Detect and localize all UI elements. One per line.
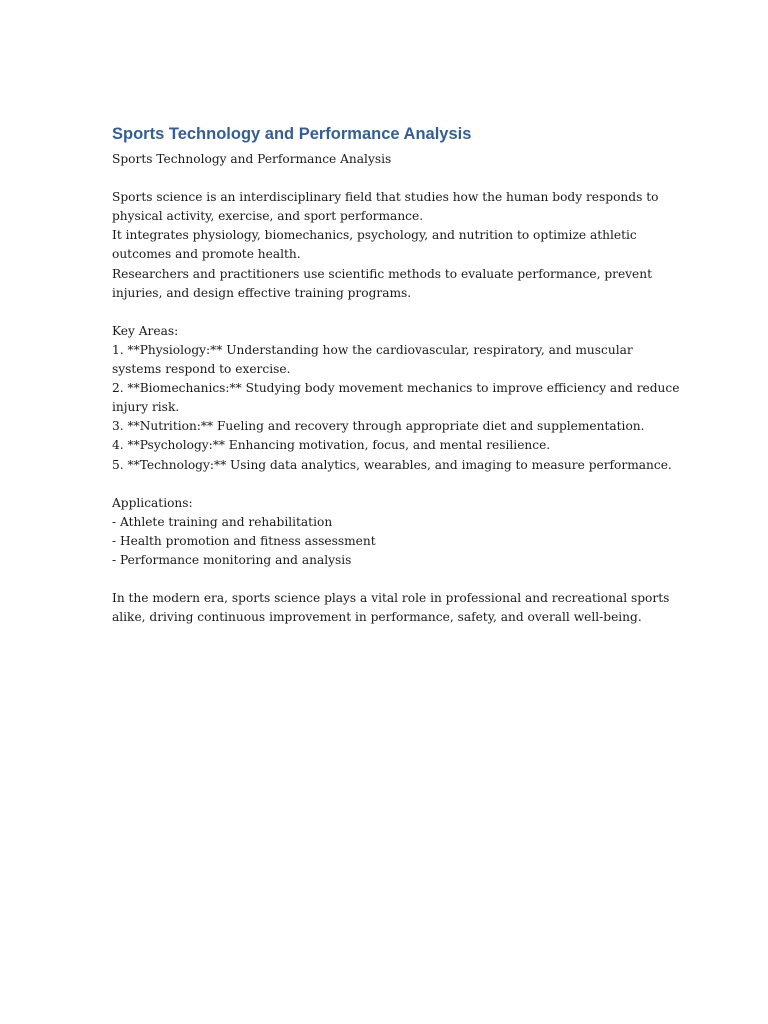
conclusion-paragraph [112,589,670,627]
conclusion-line: alike, driving continuous improvement in performance, safety, and overall well-being. [112,610,642,625]
intro-line: Researchers and practitioners use scientific methods to evaluate performance, prevent [112,266,653,281]
intro-line: It integrates physiology, biomechanics, psychology, and nutrition to optimize athletic [112,228,637,243]
intro-line: Sports science is an interdisciplinary field that studies how the human body responds to [112,190,659,205]
applications-section [112,494,657,570]
key-areas-heading: Key Areas: [112,323,179,338]
key-area-line: 5. **Technology:** Using data analytics, wearables, and imaging to measure performance. [112,457,672,472]
key-areas-section [112,322,680,475]
intro-line: physical activity, exercise, and sport performance. [112,209,424,224]
applications-heading: Applications: [112,495,193,510]
intro-paragraph [112,188,657,303]
intro-line: injuries, and design effective training programs. [112,285,412,300]
conclusion-line: In the modern era, sports science plays a vital role in professional and recreational sports [112,591,670,606]
application-item: - Performance monitoring and analysis [112,552,352,567]
intro-line: outcomes and promote health. [112,247,301,262]
document-title: Sports Technology and Performance Analysis [112,125,472,143]
document-subtitle: Sports Technology and Performance Analysis [112,152,392,166]
key-area-line: systems respond to exercise. [112,362,291,377]
blank-line [112,475,657,494]
key-area-line: injury risk. [112,400,180,415]
blank-line [112,570,657,589]
blank-line [112,303,657,322]
blank-line [112,169,657,188]
key-area-line: 4. **Psychology:** Enhancing motivation, focus, and mental resilience. [112,438,551,453]
key-area-line: 1. **Physiology:** Understanding how the cardiovascular, respiratory, and muscular [112,342,633,357]
key-area-line: 3. **Nutrition:** Fueling and recovery through appropriate diet and supplementation. [112,419,645,434]
application-item: - Athlete training and rehabilitation [112,514,333,529]
key-area-line: 2. **Biomechanics:** Studying body movement mechanics to improve efficiency and reduce [112,381,680,396]
document-page [112,122,680,627]
document-body [112,150,680,627]
application-item: - Health promotion and fitness assessment [112,533,376,548]
